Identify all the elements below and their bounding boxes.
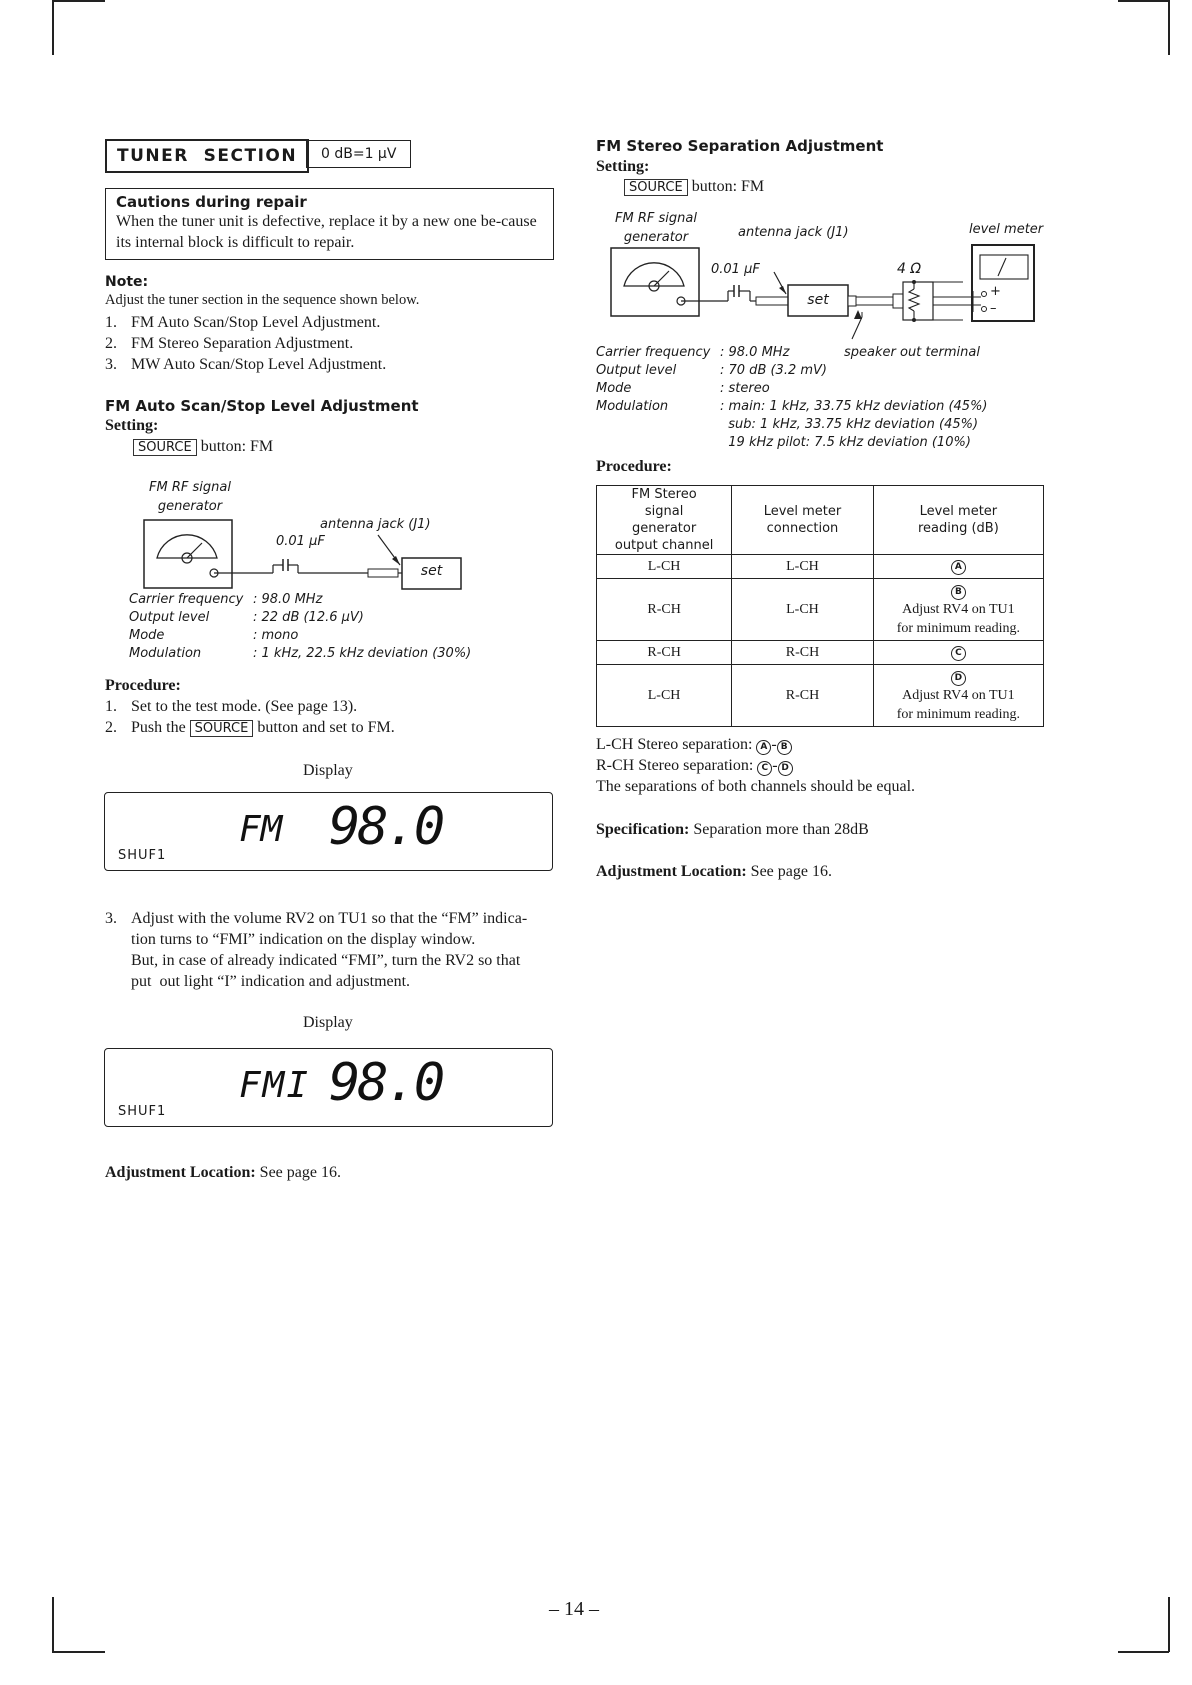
spec-row: Mode : stereo (596, 381, 770, 396)
minus-label: – (990, 301, 997, 316)
spec-row: Output level : 22 dB (12.6 μV) (129, 610, 364, 625)
procedure-table (596, 485, 1044, 727)
circled-mark: A (951, 560, 966, 575)
list-item: 2. FM Stereo Separation Adjustment. (105, 335, 354, 352)
fm-stereo-setting-label: Setting: (596, 158, 650, 175)
fm-stereo-setting: SOURCE button: FM (624, 178, 764, 196)
resistor-label: 4 Ω (897, 261, 922, 277)
r-ch-separation: R-CH Stereo separation: C - D (596, 757, 793, 776)
display-caption: Display (303, 762, 353, 779)
fm-auto-step2: 2. Push the SOURCE button and set to FM. (105, 719, 395, 736)
note-intro: Adjust the tuner section in the sequence shown below. (105, 292, 420, 308)
fm-auto-step3: 3. Adjust with the volume RV2 on TU1 so that the “FM” indica- tion turns to “FMI” indication on the display window. But, in case of already indicated “FMI”, turn the RV2 so that put out light “I” indication and adjustment. (105, 910, 528, 990)
table-row: R-CH R-CH C (597, 641, 1044, 665)
fm-auto-step1: 1. Set to the test mode. (See page 13). (105, 698, 358, 715)
crop-mark (52, 1651, 105, 1653)
l-ch-separation: L-CH Stereo separation: A - B (596, 736, 792, 755)
circled-mark: B (951, 585, 966, 600)
source-button: SOURCE (624, 179, 688, 196)
equal-note: The separations of both channels should be equal. (596, 778, 916, 795)
crop-mark (52, 0, 105, 2)
set-label: set (420, 563, 443, 579)
fm-auto-specs (129, 591, 471, 663)
lcd-frequency: 98.0 (329, 1053, 443, 1113)
table-row: L-CH R-CH D Adjust RV4 on TU1 for minimum reading. (597, 665, 1044, 727)
fm-stereo-specs (596, 344, 988, 452)
lcd-mode: FM (239, 809, 283, 850)
source-button: SOURCE (190, 720, 254, 737)
table-row: R-CH L-CH B Adjust RV4 on TU1 for minimum reading. (597, 579, 1044, 641)
crop-mark (1168, 1597, 1170, 1652)
display-caption: Display (303, 1014, 353, 1031)
signal-generator (144, 520, 232, 588)
spec-row: Carrier frequency : 98.0 MHz (596, 345, 790, 360)
lcd-indicator: SHUF1 (118, 848, 167, 863)
section-title: TUNER SECTION (105, 139, 309, 173)
capacitor-label: 0.01 μF (711, 262, 760, 277)
crop-mark (1118, 1651, 1169, 1653)
list-item: 1. FM Auto Scan/Stop Level Adjustment. (105, 314, 381, 331)
lcd-frequency: 98.0 (329, 797, 443, 857)
specification: Specification: Separation more than 28dB (596, 821, 869, 838)
spec-row: 19 kHz pilot: 7.5 kHz deviation (10%) (720, 435, 971, 450)
table-row: L-CH L-CH A (597, 555, 1044, 579)
note-label: Note: (105, 274, 149, 290)
fm-stereo-title: FM Stereo Separation Adjustment (596, 137, 884, 155)
fm-auto-setting: SOURCE button: FM (133, 438, 273, 456)
lcd-display (104, 792, 553, 871)
crop-mark (1168, 0, 1170, 55)
caution-title: Cautions during repair (116, 193, 307, 211)
generator-label: FM RF signal generator (149, 480, 231, 514)
signal-generator (611, 248, 699, 316)
table-header: FM Stereo signal generator output channel (597, 486, 732, 555)
note-list (105, 312, 386, 375)
list-item: 3. MW Auto Scan/Stop Level Adjustment. (105, 356, 387, 373)
spec-row: Output level : 70 dB (3.2 mV) (596, 363, 827, 378)
plus-label: + (990, 284, 1001, 299)
crop-mark (1118, 0, 1169, 2)
caution-body: When the tuner unit is defective, replace it by a new one be-cause its internal block is difficult to repair. (116, 213, 537, 251)
table-header-row (597, 486, 1044, 555)
source-button: SOURCE (133, 439, 197, 456)
spec-row: Modulation : 1 kHz, 22.5 kHz deviation (30%) (129, 646, 472, 661)
speaker-label: speaker out terminal (844, 345, 980, 360)
table-header: Level meter connection (732, 486, 874, 555)
circled-mark: C (951, 646, 966, 661)
capacitor-label: 0.01 μF (276, 534, 325, 549)
lcd-indicator: SHUF1 (118, 1104, 167, 1119)
circled-mark: D (951, 671, 966, 686)
fm-auto-diagram (140, 515, 470, 595)
fm-stereo-procedure-label: Procedure: (596, 458, 672, 475)
crop-mark (52, 0, 54, 55)
page-number: – 14 – (549, 1598, 599, 1620)
fm-auto-procedure-label: Procedure: (105, 677, 181, 694)
fm-auto-location: Adjustment Location: See page 16. (105, 1164, 341, 1181)
caution-box (105, 188, 554, 260)
fm-auto-title: FM Auto Scan/Stop Level Adjustment (105, 397, 419, 415)
lcd-display (104, 1048, 553, 1127)
spec-row: Mode : mono (129, 628, 299, 643)
set-label: set (807, 292, 829, 308)
unit-note: 0 dB=1 μV (306, 140, 411, 168)
generator-label: FM RF signal generator (615, 211, 697, 245)
spec-row: sub: 1 kHz, 33.75 kHz deviation (45%) (720, 417, 979, 432)
spec-row: Modulation : main: 1 kHz, 33.75 kHz deviation (45%) (596, 399, 988, 414)
antenna-label: antenna jack (J1) (320, 517, 431, 532)
fm-stereo-location: Adjustment Location: See page 16. (596, 863, 832, 880)
level-meter-label: level meter (969, 222, 1044, 237)
spec-row: Carrier frequency : 98.0 MHz (129, 592, 323, 607)
lcd-mode: FMI (239, 1065, 311, 1106)
table-header: Level meter reading (dB) (873, 486, 1043, 555)
antenna-label: antenna jack (J1) (738, 225, 849, 240)
fm-auto-setting-label: Setting: (105, 417, 159, 434)
